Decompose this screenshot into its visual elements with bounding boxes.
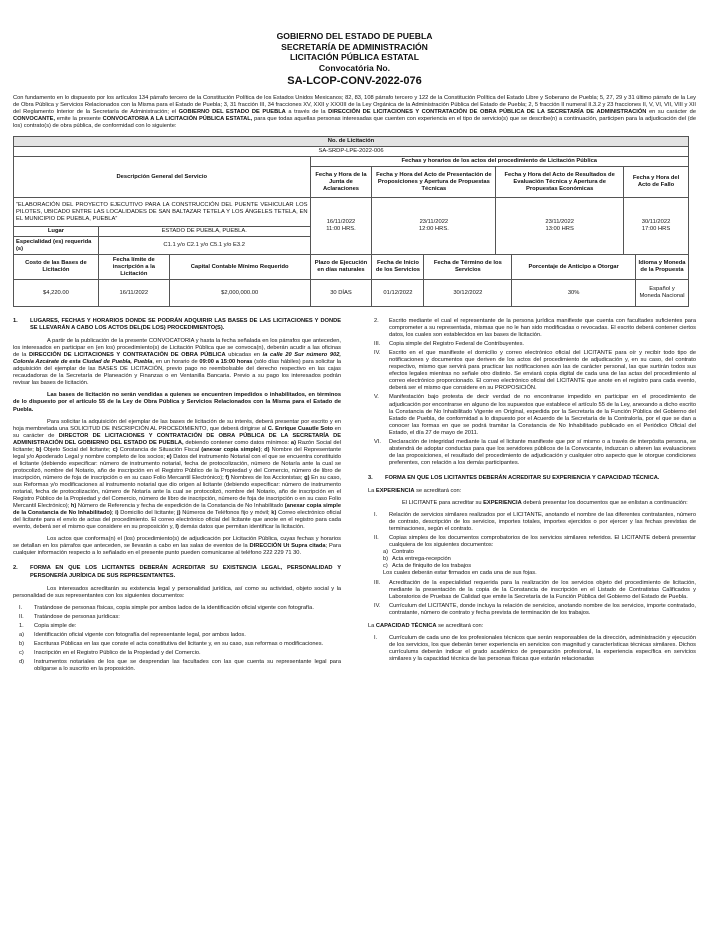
list-item: [368, 394, 696, 436]
list-marker: I.: [374, 634, 378, 641]
list-item: [368, 341, 696, 348]
bold-text: h): [70, 503, 77, 510]
list-marker: c): [383, 563, 388, 570]
text: Nombres de los Accionistas;: [229, 474, 305, 481]
intro-text: a través de la: [285, 109, 329, 115]
address-text: la calle 20 Sur número 902, Colonia Azcárate de esta Ciudad de Puebla, Puebla: [13, 352, 341, 366]
text: Nombre del Representante legal y/o Apoderado Legal y nombre completo de los socios;: [13, 446, 341, 460]
list-text: Acreditación de la especialidad requerida para la realización de los servicios objeto del procedimiento de licitación, mediante la presentación de la copia de la Constancia de inscripción en el Listado de Contratistas Calificados y Laboratorios de Pruebas de Calidad que emite la Secretaría de la Función Pública del Gobierno del Estado de Puebla.: [389, 579, 696, 600]
list-marker: 1.: [19, 622, 24, 629]
intro-text: emite la presente: [55, 116, 103, 122]
award-act-datetime: [624, 198, 689, 255]
bold-text: DIRECCIÓN DE LICITACIONES Y CONTRATACIÓN DE OBRA PÚBLICA: [29, 352, 226, 359]
execution-term-value: 30 DÍAS: [310, 280, 372, 307]
bold-text: DIRECTOR DE LICITACIONES Y CONTRATACIÓN DE OBRA PÚBLICA DE LA SECRETARÍA DE ADMINISTRACIÓN DEL GOBIERNO DEL ESTADO DE PUEBLA,: [13, 432, 341, 446]
registration-deadline-value: 16/11/2022: [98, 280, 169, 307]
technical-capacity-intro: [368, 623, 696, 630]
results-date: 23/11/2022: [545, 219, 574, 225]
clarification-date: 16/11/2022: [326, 219, 356, 225]
text: A partir de la publicación de la presente CONVOCATORIA y hasta la fecha señalada en los párrafos que anteceden, los interesados en participar en (en los) procedimiento(s) de Licitación Pública que se convoca(n), deberán acudir a las oficinas de la: [13, 338, 341, 359]
intro-paragraph: [13, 95, 696, 130]
list-text: Copias simples de los documentos comprobatorios de los servicios similares referidos. El LICITANTE deberá presentar cualquiera de los siguientes documentos:: [389, 535, 696, 549]
left-column: [13, 318, 341, 675]
text: se acreditará con:: [414, 487, 462, 494]
list-item: [368, 603, 696, 617]
section-title: FORMA EN QUE LOS LICITANTES DEBERÁN ACREDITAR SU EXISTENCIA LEGAL, PERSONALIDAD Y PERSONERÍA JURÍDICA DE SUS REPRESENTANTES.: [30, 565, 341, 579]
text: El LICITANTE para acreditar su: [402, 500, 484, 507]
header-government: GOBIERNO DEL ESTADO DE PUEBLA: [276, 31, 433, 41]
list-text: Contrato: [392, 549, 414, 556]
bold-text: EXPERIENCIA: [483, 500, 522, 507]
clarification-time: 11:00 HRS.: [326, 226, 356, 232]
intro-text: para que todas aquellas personas interesadas que cuenten con experiencia en el tipo de servicio(s) que se describe(n) a continuación, participen para la adjudicación del (de los) contrato(s) de obra pública, de conformidad con lo siguiente:: [13, 116, 697, 129]
section-1-heading: [13, 318, 341, 332]
bold-text: DIRECCIÓN Ut Supra citada: [249, 543, 326, 550]
language-currency-header: Idioma y Moneda de la Propuesta: [636, 255, 689, 280]
right-column: [368, 318, 696, 675]
schedule-header: Fechas y horarios de los actos del procedimiento de Licitación Pública: [310, 157, 688, 167]
section-number: 1.: [13, 318, 18, 324]
header-tender-type: LICITACIÓN PÚBLICA ESTATAL: [290, 52, 419, 62]
award-act-header: Fecha y Hora del Acto de Fallo: [624, 167, 689, 198]
list-item: [13, 605, 341, 612]
list-marker: IV.: [374, 350, 381, 357]
language-currency-value: Español y Moneda Nacional: [636, 280, 689, 307]
document-header: [13, 0, 696, 88]
section-title: FORMA EN QUE LOS LICITANTES DEBERÁN ACREDITAR SU EXPERIENCIA Y CAPACIDAD TÉCNICA.: [385, 474, 660, 481]
list-item: [13, 614, 341, 621]
start-date-header: Fecha de Inicio de los Servicios: [372, 255, 424, 280]
header-secretariat: SECRETARÍA DE ADMINISTRACIÓN: [281, 41, 428, 52]
text: Correo electrónico oficial del licitante para el envío de actas del procedimiento. El correo electrónico oficial del licitante que anote en el registro para cada evento, deberá ser el mismo que considere en su proposición y,: [13, 510, 341, 531]
bold-text: k): [271, 510, 277, 517]
proposal-presentation-header: Fecha y Hora del Acto de Presentación de Proposiciones y Apertura de Propuestas Técnicas: [372, 167, 496, 198]
list-text: Currículum del LICITANTE, donde incluya la relación de servicios, anotando nombre de los servicios, importe contratado, contratante, número de contrato y fecha prevista de terminación de los trabajos.: [389, 602, 696, 616]
evaluation-results-datetime: [496, 198, 624, 255]
bold-text: (anexar copia simple de la Constancia de No Inhabilitado): [13, 503, 341, 517]
specialty-label: Especialidad (es) requerida (s): [14, 237, 99, 255]
intro-text: en su carácter de: [646, 109, 696, 115]
execution-term-header: Plazo de Ejecución en días naturales: [310, 255, 372, 280]
list-text: Manifestación bajo protesta de decir verdad de no encontrarse impedido en participar en el procedimiento de adjudicación por encontrarse en alguno de los supuestos que establece el artículo 55 de la Ley, anexando a dicho escrito la Constancia de No Inhabilitado Vigente en Original, expedida por la Secretaría de la Función Pública del Gobierno del Estado de Puebla, de conformidad a lo dispuesto por el Acuerdo de la Secretaría de la Contraloría, por el que se dan a conocer las formas en que se podrá tramitar la Constancia de No Inhabilitado publicado en el Periódico Oficial del Estado, el día 27 de mayo de 2011.: [389, 394, 696, 436]
end-date-value: 30/12/2022: [424, 280, 512, 307]
specialty-value: C1.1 y/o C2.1 y/o C5.1 y/o E3.2: [98, 237, 310, 255]
bold-text: g): [304, 474, 310, 481]
clarification-meeting-header: Fecha y Hora de la Junta de Aclaraciones: [310, 167, 372, 198]
service-description-header: Descripción General del Servicio: [14, 157, 311, 198]
list-marker: V.: [374, 394, 379, 401]
experience-intro: [368, 488, 696, 495]
section-1-paragraph-4: [13, 536, 341, 557]
text: La: [368, 487, 376, 494]
service-description: “ELABORACIÓN DEL PROYECTO EJECUTIVO PARA LA CONSTRUCCIÓN DEL PUENTE VEHICULAR LOS PILOTES, UBICADO ENTRE LAS LOCALIDADES DE SAN BALTAZAR TETELA Y LOS ÁNGELES TETELA, EN EL MUNICIPIO DE PUEBLA, PUEBLA”: [14, 198, 311, 227]
text: (sólo días hábiles) para solicitar la adquisición del ejemplar de las BASES DE LICITACIÓN, previo pago no reembolsable del derecho respectivo en las cajas recaudadoras de la Secretaría de Planeación y Finanzas o en Ventanilla Bancaria. Previo a su pago los interesados podrán revisar las bases de licitación.: [13, 359, 341, 387]
presentation-date: 23/11/2022: [419, 219, 449, 225]
section-3-heading: [368, 475, 696, 482]
bases-cost-value: $4,220.00: [14, 280, 99, 307]
section-2-paragraph: Los interesados acreditarán su existencia legal y personalidad jurídica, así como su actividad, objeto social y la personalidad de sus representantes con los siguientes documentos:: [13, 585, 341, 599]
text: en su carácter de: [13, 425, 342, 439]
section-1-paragraph-2: Las bases de licitación no serán vendidas a quienes se encuentren impedidos o inhabilitados, en términos de lo dispuesto por el artículo 55 de la Ley de Obra Pública y Servicios Relacionados con la Misma para el Estado de Puebla.: [13, 392, 341, 413]
text: Constancia de Situación Fiscal: [117, 446, 202, 453]
list-marker: a): [383, 549, 389, 556]
list-marker: I.: [19, 604, 23, 611]
list-item: [13, 650, 341, 657]
text: ubicadas en: [225, 352, 263, 359]
list-text: Declaración de integridad mediante la cual el licitante manifieste que por sí mismo o a través de interpósita persona, se abstendrá de adoptar conductas para que los servidores públicos de la Convocante, induzcan o alteren las evaluaciones de las proposiciones, el resultado del procedimiento de adjudicación y cualquier otro aspecto que le otorgue condiciones preferentes, con relación a los demás participantes.: [389, 438, 696, 466]
section-1-paragraph-3: [13, 419, 341, 532]
bold-text: CAPACIDAD TÉCNICA: [375, 622, 437, 629]
presentation-time: 12:00 HRS.: [418, 226, 449, 232]
list-text: Identificación oficial vigente con fotografía del representante legal, por ambos lados.: [34, 631, 246, 638]
list-text: Copia simple de:: [34, 622, 77, 629]
list-marker: II.: [19, 613, 24, 620]
advance-percentage-header: Porcentaje de Anticipo a Otorgar: [512, 255, 636, 280]
list-text: Acta entrega-recepción: [392, 556, 451, 563]
list-item: [368, 580, 696, 601]
list-marker: II.: [374, 535, 379, 542]
text: ;: [111, 510, 116, 517]
text: ; Para cualquier información respecto a lo señalado en el presente punto pueden comunicarse al teléfono 222 229 71 30.: [13, 543, 341, 557]
intro-bold-government: GOBIERNO DEL ESTADO DE PUEBLA: [178, 109, 286, 115]
minimum-capital-header: Capital Contable Mínimo Requerido: [169, 255, 310, 280]
bold-text: (anexar copia simple): [201, 446, 261, 453]
list-text: Acta de finiquito de los trabajos: [392, 563, 472, 570]
list-text: Escrito en el que manifieste el domicilio y correo electrónico oficial del LICITANTE para oír y recibir todo tipo de notificaciones y documentos que deriven de los actos del procedimiento de adjudicación y, en su caso, del contrato respectivo, mismo que servirá para practicar las notificaciones aún las de carácter personal, las que surtirán todos sus efectos legales mientras no señale otro distinto. Se enviará copia digital de cada una de las actas del procedimiento al correo electrónico proporcionado. El correo electrónico oficial del LICITANTE que anote en el registro para cada evento, deberá ser el mismo que considere en su PROPOSICIÓN.: [389, 350, 696, 392]
bold-text: b): [35, 446, 42, 453]
intro-bold-convocante: CONVOCANTE,: [13, 116, 56, 122]
location-value: ESTADO DE PUEBLA, PUEBLA.: [98, 227, 310, 237]
list-item: [368, 350, 696, 392]
sub-list-item: [368, 556, 696, 563]
intro-bold-direction: DIRECCIÓN DE LICITACIONES Y CONTRATACIÓN DE OBRA PÚBLICA DE LA SECRETARÍA DE ADMINISTRACIÓN: [328, 109, 647, 115]
list-marker: IV.: [374, 602, 381, 609]
bold-text: i): [115, 510, 119, 517]
section-number: 2.: [13, 565, 18, 572]
list-item: [368, 439, 696, 467]
list-marker: I.: [374, 512, 378, 519]
bold-text: EXPERIENCIA: [375, 487, 415, 494]
bold-text: d): [264, 446, 270, 453]
list-marker: III.: [374, 341, 381, 348]
section-number: 3.: [368, 474, 373, 481]
text: Domicilio del licitante;: [118, 510, 178, 517]
list-marker: 2.: [374, 318, 379, 324]
tender-number-label: No. de Licitación: [14, 137, 689, 147]
text: debiendo contener como datos mínimos:: [183, 439, 291, 446]
text: Para solicitar la adquisición del ejemplar de las bases de licitación de su interés, deberá presentar por escrito y en hoja membretada una SOLICITUD DE INSCRIPCIÓN AL PROCEDIMIENTO, que deberá dirigirse al: [13, 418, 341, 432]
bold-text: c): [112, 446, 118, 453]
list-item: [368, 512, 696, 533]
list-item: [13, 623, 341, 630]
list-marker: a): [19, 631, 25, 638]
text: , en un horario de: [152, 359, 200, 366]
list-item: [368, 635, 696, 663]
text: Datos del instrumento Notarial con el que se encuentra constituido el licitante (debiendo especificar: número de instrumento notarial, fecha de protocolización, número de Notaría ante la cual se protocolizó, nombre del Notario, año de inscripción en el Registro Público de la Propiedad y del Comercio, número de libro de inscripción, número de foja de inscripción o en su caso Folio Mercantil Electrónico);: [13, 453, 341, 481]
section-2-heading: [13, 565, 341, 579]
experience-paragraph: [368, 500, 696, 507]
list-text: Tratándose de personas jurídicas:: [34, 613, 120, 620]
list-text: Escrituras Públicas en las que conste el acta constitutiva del licitante y, en su caso, sus reformas o modificaciones.: [34, 640, 324, 647]
list-item: [368, 535, 696, 549]
results-time: 13:00 HRS: [545, 226, 574, 232]
clarification-meeting-datetime: [310, 198, 372, 255]
list-text: Inscripción en el Registro Público de la Propiedad y del Comercio.: [34, 649, 201, 656]
body-columns: [13, 318, 696, 675]
text: Objeto Social del licitante;: [41, 446, 113, 453]
sub-list-note: Los cuales deberán estar firmados en cada una de sus fojas.: [383, 570, 537, 577]
minimum-capital-value: $2,000,000.00: [169, 280, 310, 307]
list-text: Copia simple del Registro Federal de Contribuyentes.: [389, 341, 524, 348]
list-item: [368, 318, 696, 339]
bold-text: e): [166, 453, 172, 460]
list-marker: VI.: [374, 438, 381, 445]
advance-percentage-value: 30%: [512, 280, 636, 307]
sub-list-item: [368, 563, 696, 570]
list-marker: c): [19, 649, 24, 656]
start-date-value: 01/12/2022: [372, 280, 424, 307]
tender-table: [13, 136, 689, 307]
registration-deadline-header: Fecha límite de inscripción a la Licitación: [98, 255, 169, 280]
proposal-presentation-datetime: [372, 198, 496, 255]
list-text: Relación de servicios similares realizados por el LICITANTE, anotando el nombre de las diferentes contratantes, número de contrato, descripción de los servicios, importes totales, importes ejercidos o por ejercer y las fechas previstas de terminaciones, según el contrato.: [389, 512, 696, 533]
list-item: [13, 659, 341, 673]
text: Los actos que conforma(n) el (los) procedimiento(s) de adjudicación por Licitación Pública, cuyas fechas y horarios se detallan en los párrafos que anteceden, se llevarán a cabo en las salas de eventos de la: [13, 536, 341, 550]
text: se acreditará con:: [436, 622, 484, 629]
bold-text: 09:00 a 15:00 horas: [199, 359, 253, 366]
list-text: Instrumentos notariales de los que se desprendan las facultades con las que cuenta su representante legal para obligarse a lo suscrito en la proposición.: [34, 658, 341, 672]
list-marker: b): [383, 556, 389, 563]
text: La: [368, 622, 376, 629]
text: Razón Social del licitante;: [13, 439, 341, 453]
text: Números de Teléfonos fijo y móvil;: [180, 510, 272, 517]
text: ;: [260, 446, 265, 453]
text: En su caso, sus Reformas y/o modificaciones al instrumento notarial que dio origen al licitante (debiendo especificar: número de instrumento notarial, fecha de protocolización, número de Notaría ante la cual se protocolizó, nombre del Notario, año de inscripción en el Registro Público de la Propiedad y del Comercio, número de libro de inscripción, número de foja de inscripción o en su caso Folio Mercantil Electrónico);: [13, 474, 341, 510]
list-marker: d): [19, 658, 25, 665]
bold-text: j): [177, 510, 181, 517]
list-marker: b): [19, 640, 25, 647]
intro-text: Con fundamento en lo dispuesto por los artículos 134 párrafo tercero de la Constitución Política de los Estados Unidos Mexicanos; 82, 83, 108 párrafo tercero y 122 de la Constitución Política del Estado Libre y Soberano de Puebla; 5, 27, 29 y 31 último párrafo de la Ley de Obra Pública y Servicios Relacionados con la Misma para el Estado de Puebla; 3, 31 fracción III, 34 fracciones XV, XXII y XXXIII de la Ley Orgánica de la Administración Pública del Estado de Puebla; 2, 5 fracción II numeral II.3.2 y 23 fracciones II, V, VI, VII, VIII y XII del Reglamento Interior de la Secretaría de Administración; el: [13, 95, 696, 115]
text: Número de Referencia y fecha de expedición de la Constancia de No Inhabilitado: [76, 503, 285, 510]
section-title: LUGARES, FECHAS Y HORARIOS DONDE SE PODRÁN ADQUIRIR LAS BASES DE LAS LICITACIONES Y DONDE SE LLEVARÁN A CABO LOS ACTOS DEL(DE LOS) PROCEDIMIENTO(S).: [30, 318, 341, 332]
text: deberá presentar los documentos que se enlistan a continuación:: [521, 500, 688, 507]
award-date: 30/11/2022: [641, 219, 671, 225]
list-item: [13, 641, 341, 648]
bases-cost-header: Costo de las Bases de Licitación: [14, 255, 99, 280]
sub-list-item: [368, 549, 696, 556]
list-marker: III.: [374, 579, 381, 586]
bold-text: l): [175, 524, 179, 531]
intro-bold-convocatoria: CONVOCATORIA A LA LICITACIÓN PÚBLICA ESTATAL,: [102, 116, 253, 122]
location-label: Lugar: [14, 227, 99, 237]
list-text: Currículum de cada uno de los profesionales técnicos que serán responsables de la dirección, administración y ejecución de los servicios, los que deberán tener experiencia en servicios con magnitud y características técnicas similares. Dichos currículums deberán indicar el grado académico de preparación profesional, la experiencia específica en servicios similares y la capacidad técnica de las personas físicas que estarán relacionadas: [389, 634, 696, 662]
header-call-label: Convocatória No.: [318, 62, 391, 73]
evaluation-results-header: Fecha y Hora del Acto de Resultados de Evaluación Técnica y Apertura de Propuestas Económicas: [496, 167, 624, 198]
bold-text: C. Enrique Cuautle Soto: [267, 425, 334, 432]
award-time: 17:00 HRS: [641, 226, 671, 232]
list-item: [13, 632, 341, 639]
bold-text: f): [225, 474, 230, 481]
header-call-number: SA-LCOP-CONV-2022-076: [287, 75, 422, 87]
bold-text: a): [290, 439, 296, 446]
text: demás datos que permitan identificar la licitación.: [178, 524, 305, 531]
list-text: Tratándose de personas físicas, copia simple por ambos lados de la identificación oficial vigente con fotografía.: [34, 604, 314, 611]
end-date-header: Fecha de Término de los Servicios: [424, 255, 512, 280]
section-1-paragraph-1: [13, 338, 341, 387]
tender-number-value: SA-SRDP-LPE-2022-006: [14, 147, 689, 157]
list-text: Escrito mediante el cual el representante de la persona jurídica manifieste que cuenta con facultades suficientes para comprometer a su representada, mismas que no le han sido modificadas o revocadas. El escrito deberá contener ciertos datos, los cuales son establecidos en las bases de licitación.: [389, 318, 696, 339]
